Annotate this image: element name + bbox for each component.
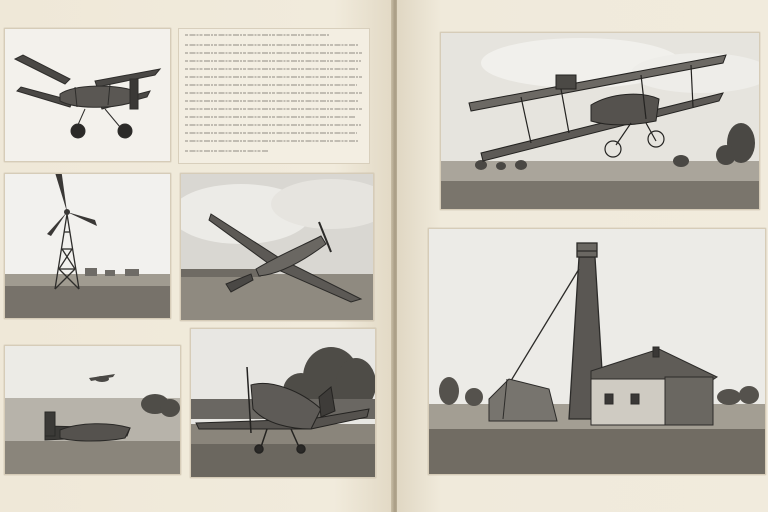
photo-propeller-plane[interactable] (190, 328, 376, 478)
right-page (397, 0, 768, 512)
airfield-illustration (5, 346, 180, 474)
windmill-illustration (5, 174, 170, 318)
photo-windmill[interactable] (4, 173, 171, 319)
tower-farmhouse-illustration (429, 229, 765, 474)
monoplane-illustration (181, 174, 373, 320)
photo-tower-farmhouse[interactable] (428, 228, 766, 475)
biplane-illustration (5, 29, 170, 161)
photo-biplane-field[interactable] (440, 32, 760, 210)
handwriting-lines (179, 29, 369, 163)
handwritten-note (178, 28, 370, 164)
photo-biplane[interactable] (4, 28, 171, 162)
photo-airfield[interactable] (4, 345, 181, 475)
biplane-field-illustration (441, 33, 759, 209)
photo-monoplane[interactable] (180, 173, 374, 321)
propeller-plane-illustration (191, 329, 375, 477)
